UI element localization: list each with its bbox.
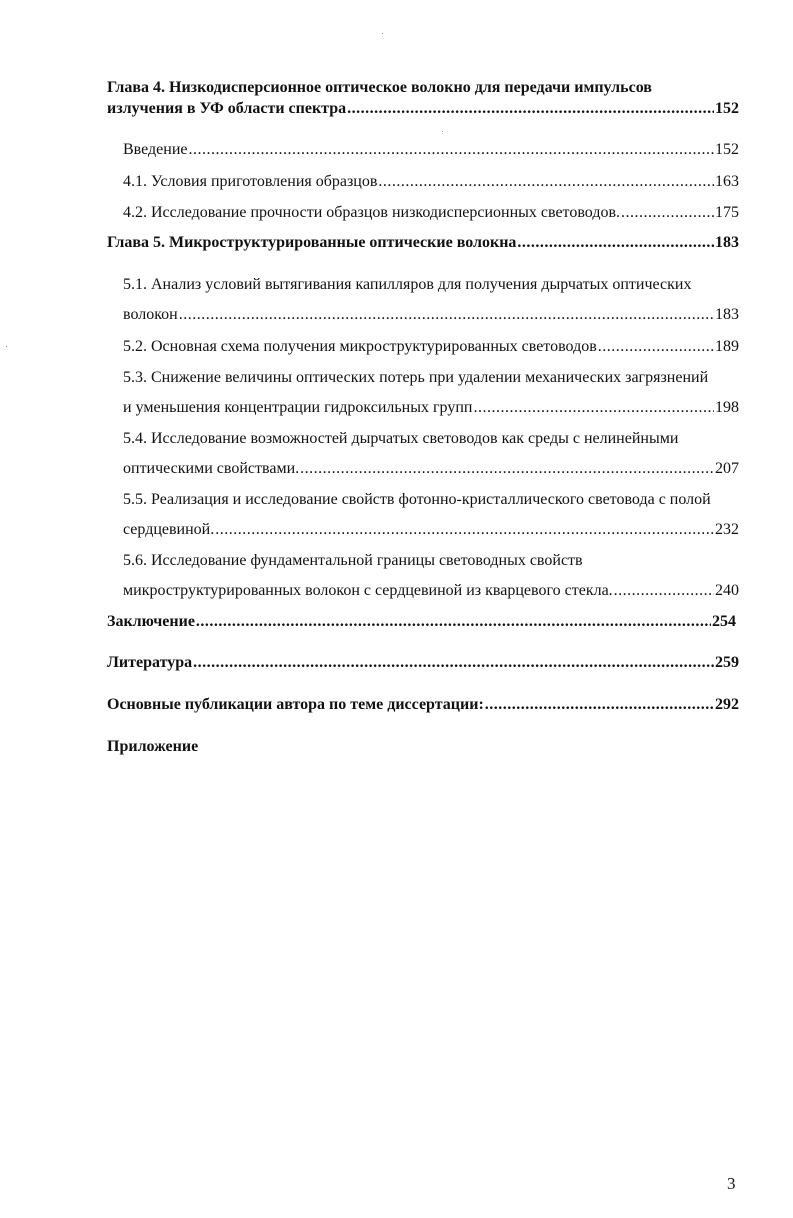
dot-leader <box>196 612 711 632</box>
toc-section-5-4-entry[interactable] <box>123 459 739 479</box>
toc-section-5-1-title-line2: волокон <box>123 306 178 323</box>
toc-literature-page: 259 <box>715 654 739 671</box>
toc-section-5-5-entry[interactable] <box>123 520 739 540</box>
toc-chapter4-title-line1: Глава 4. Низкодисперсионное оптическое волокно для передачи импульсов <box>107 79 652 96</box>
toc-intro-title: Введение <box>123 141 188 158</box>
toc-section-4-2-title: 4.2. Исследование прочности образцов низкодисперсионных световодов. <box>123 204 621 221</box>
toc-section-5-5-title-line1: 5.5. Реализация и исследование свойств фотонно-кристаллического световода с полой <box>123 491 711 508</box>
dot-leader <box>598 337 714 357</box>
toc-section-5-1-page: 183 <box>715 306 739 323</box>
toc-section-5-4-page: 207 <box>715 460 739 477</box>
toc-section-4-2-entry[interactable] <box>123 203 739 223</box>
dot-leader <box>517 233 714 253</box>
toc-chapter4-page: 152 <box>715 100 739 117</box>
scan-speck <box>6 346 7 347</box>
dot-leader <box>614 581 714 601</box>
toc-section-5-6-entry[interactable] <box>123 581 739 601</box>
toc-section-5-3-title-line2: и уменьшения концентрации гидроксильных групп <box>123 399 473 416</box>
dot-leader <box>215 520 714 540</box>
toc-section-5-6-title-line2: микроструктурированных волокон с сердцевиной из кварцевого стекла. <box>123 582 613 599</box>
dot-leader <box>378 172 714 192</box>
toc-intro-entry[interactable] <box>123 140 739 160</box>
toc-section-4-1-title: 4.1. Условия приготовления образцов <box>123 173 378 190</box>
dot-leader <box>473 398 714 418</box>
dot-leader <box>347 99 714 119</box>
page-number: 3 <box>727 1174 736 1193</box>
dot-leader <box>189 140 715 160</box>
toc-section-4-2-page: 175 <box>715 204 739 221</box>
dot-leader <box>300 459 714 479</box>
toc-section-5-4-title-line2: оптическими свойствами. <box>123 460 300 477</box>
toc-section-5-1-title-line1: 5.1. Анализ условий вытягивания капилляров для получения дырчатых оптических <box>123 276 692 293</box>
scan-speck <box>442 131 443 132</box>
toc-section-5-3-entry[interactable] <box>123 398 739 418</box>
toc-publications-title: Основные публикации автора по теме диссертации: <box>107 696 484 713</box>
toc-literature-entry[interactable] <box>107 653 739 673</box>
toc-section-5-6-page: 240 <box>715 582 739 599</box>
toc-section-4-1-entry[interactable] <box>123 172 739 192</box>
toc-section-5-1-entry[interactable] <box>123 305 739 325</box>
toc-publications-page: 292 <box>715 696 739 713</box>
toc-publications-entry[interactable] <box>107 695 739 715</box>
dot-leader <box>179 305 714 325</box>
toc-chapter5-entry[interactable] <box>107 233 739 253</box>
toc-conclusion-title: Заключение <box>107 613 195 630</box>
dot-leader <box>193 653 714 673</box>
toc-chapter4-title-line2: излучения в УФ области спектра <box>107 100 347 117</box>
toc-chapter5-title: Глава 5. Микроструктурированные оптические волокна <box>107 234 517 251</box>
toc-conclusion-entry[interactable] <box>107 612 736 632</box>
toc-appendix-title[interactable]: Приложение <box>107 738 199 755</box>
toc-intro-page: 152 <box>715 141 739 158</box>
toc-section-5-2-page: 189 <box>715 338 739 355</box>
toc-section-5-3-title-line1: 5.3. Снижение величины оптических потерь при удалении механических загрязнений <box>123 369 709 386</box>
toc-conclusion-page: 254 <box>712 613 736 630</box>
toc-section-5-5-title-line2: сердцевиной. <box>123 521 215 538</box>
toc-chapter5-page: 183 <box>715 234 739 251</box>
toc-literature-title: Литература <box>107 654 193 671</box>
toc-section-5-3-page: 198 <box>715 399 739 416</box>
toc-section-4-1-page: 163 <box>715 173 739 190</box>
dot-leader <box>485 695 714 715</box>
toc-section-5-2-entry[interactable] <box>123 337 739 357</box>
toc-section-5-5-page: 232 <box>715 521 739 538</box>
toc-section-5-6-title-line1: 5.6. Исследование фундаментальной границы световодных свойств <box>123 552 583 569</box>
scan-speck <box>382 33 383 34</box>
toc-section-5-2-title: 5.2. Основная схема получения микроструктурированных световодов <box>123 338 597 355</box>
toc-chapter4-entry[interactable] <box>107 99 739 119</box>
dot-leader <box>621 203 714 223</box>
toc-section-5-4-title-line1: 5.4. Исследование возможностей дырчатых световодов как среды с нелинейными <box>123 430 679 447</box>
